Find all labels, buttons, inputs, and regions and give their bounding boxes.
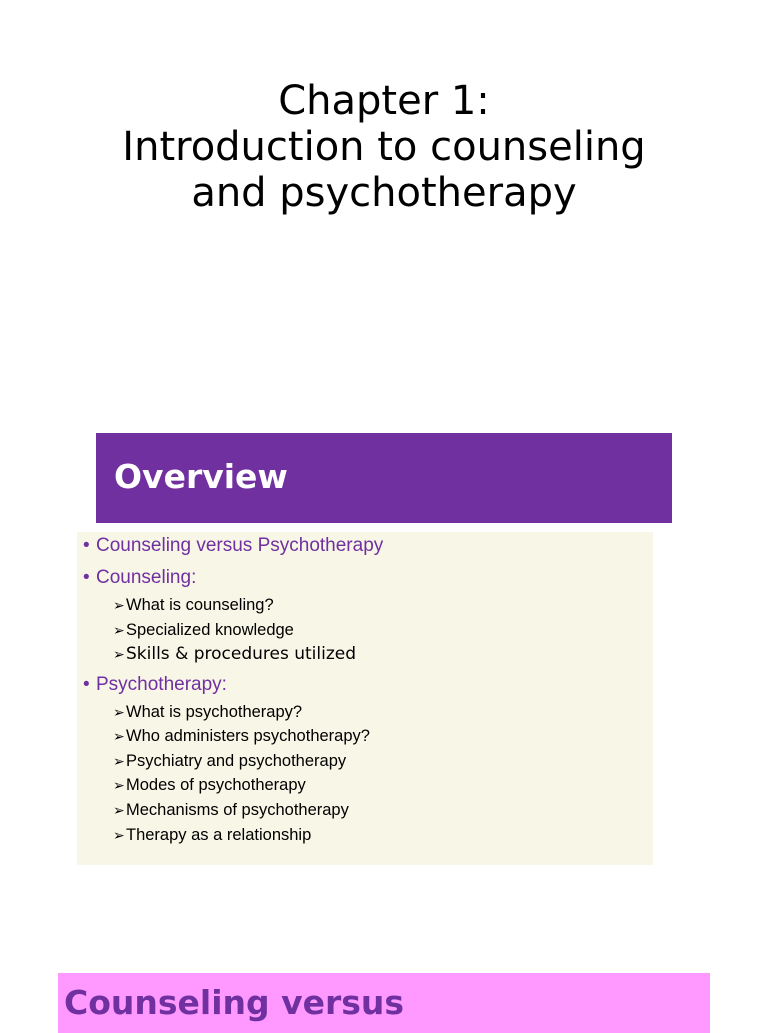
outline-item (83, 673, 227, 697)
arrow-bullet-icon: ➢ (113, 647, 125, 663)
arrow-bullet-icon: ➢ (113, 622, 125, 638)
outline-subitem (113, 774, 306, 796)
outline-item (83, 534, 383, 558)
arrow-bullet-icon: ➢ (113, 827, 125, 843)
bullet-icon: • (83, 567, 90, 588)
outline-subitem (113, 643, 356, 666)
outline-subitem-text: Who administers psychotherapy? (126, 727, 370, 745)
counseling-versus-title: Counseling versus (64, 983, 405, 1022)
outline-subitem (113, 799, 349, 821)
chapter-title (0, 78, 768, 216)
arrow-bullet-icon: ➢ (113, 704, 125, 720)
counseling-versus-header-bar (58, 973, 710, 1033)
outline-item-text: Psychotherapy: (96, 674, 227, 695)
arrow-bullet-icon: ➢ (113, 728, 125, 744)
chapter-title-line: Introduction to counseling (122, 124, 646, 170)
overview-header-bar (96, 433, 672, 523)
outline-subitem (113, 701, 302, 723)
chapter-title-line: and psychotherapy (191, 170, 577, 216)
outline-subitem-text: Psychiatry and psychotherapy (126, 752, 347, 770)
outline-subitem-text: Modes of psychotherapy (126, 776, 306, 794)
outline-subitem-text: Therapy as a relationship (126, 826, 312, 844)
outline-subitem-text: What is counseling? (126, 596, 274, 614)
bullet-icon: • (83, 674, 90, 695)
outline-subitem-text: Mechanisms of psychotherapy (126, 801, 349, 819)
arrow-bullet-icon: ➢ (113, 597, 125, 613)
arrow-bullet-icon: ➢ (113, 777, 125, 793)
overview-content-box (77, 532, 653, 865)
arrow-bullet-icon: ➢ (113, 802, 125, 818)
outline-subitem (113, 750, 346, 772)
outline-subitem-text: Specialized knowledge (126, 621, 294, 639)
outline-subitem (113, 725, 370, 747)
outline-item (83, 566, 196, 590)
outline-subitem-text: What is psychotherapy? (126, 703, 303, 721)
outline-subitem (113, 594, 274, 616)
outline-subitem-text: Skills & procedures utilized (126, 644, 357, 664)
arrow-bullet-icon: ➢ (113, 753, 125, 769)
outline-item-text: Counseling: (96, 567, 197, 588)
outline-subitem (113, 619, 294, 641)
overview-title: Overview (114, 457, 288, 496)
bullet-icon: • (83, 535, 90, 556)
outline-item-text: Counseling versus Psychotherapy (96, 535, 384, 556)
chapter-title-line: Chapter 1: (278, 78, 490, 124)
outline-subitem (113, 824, 311, 846)
